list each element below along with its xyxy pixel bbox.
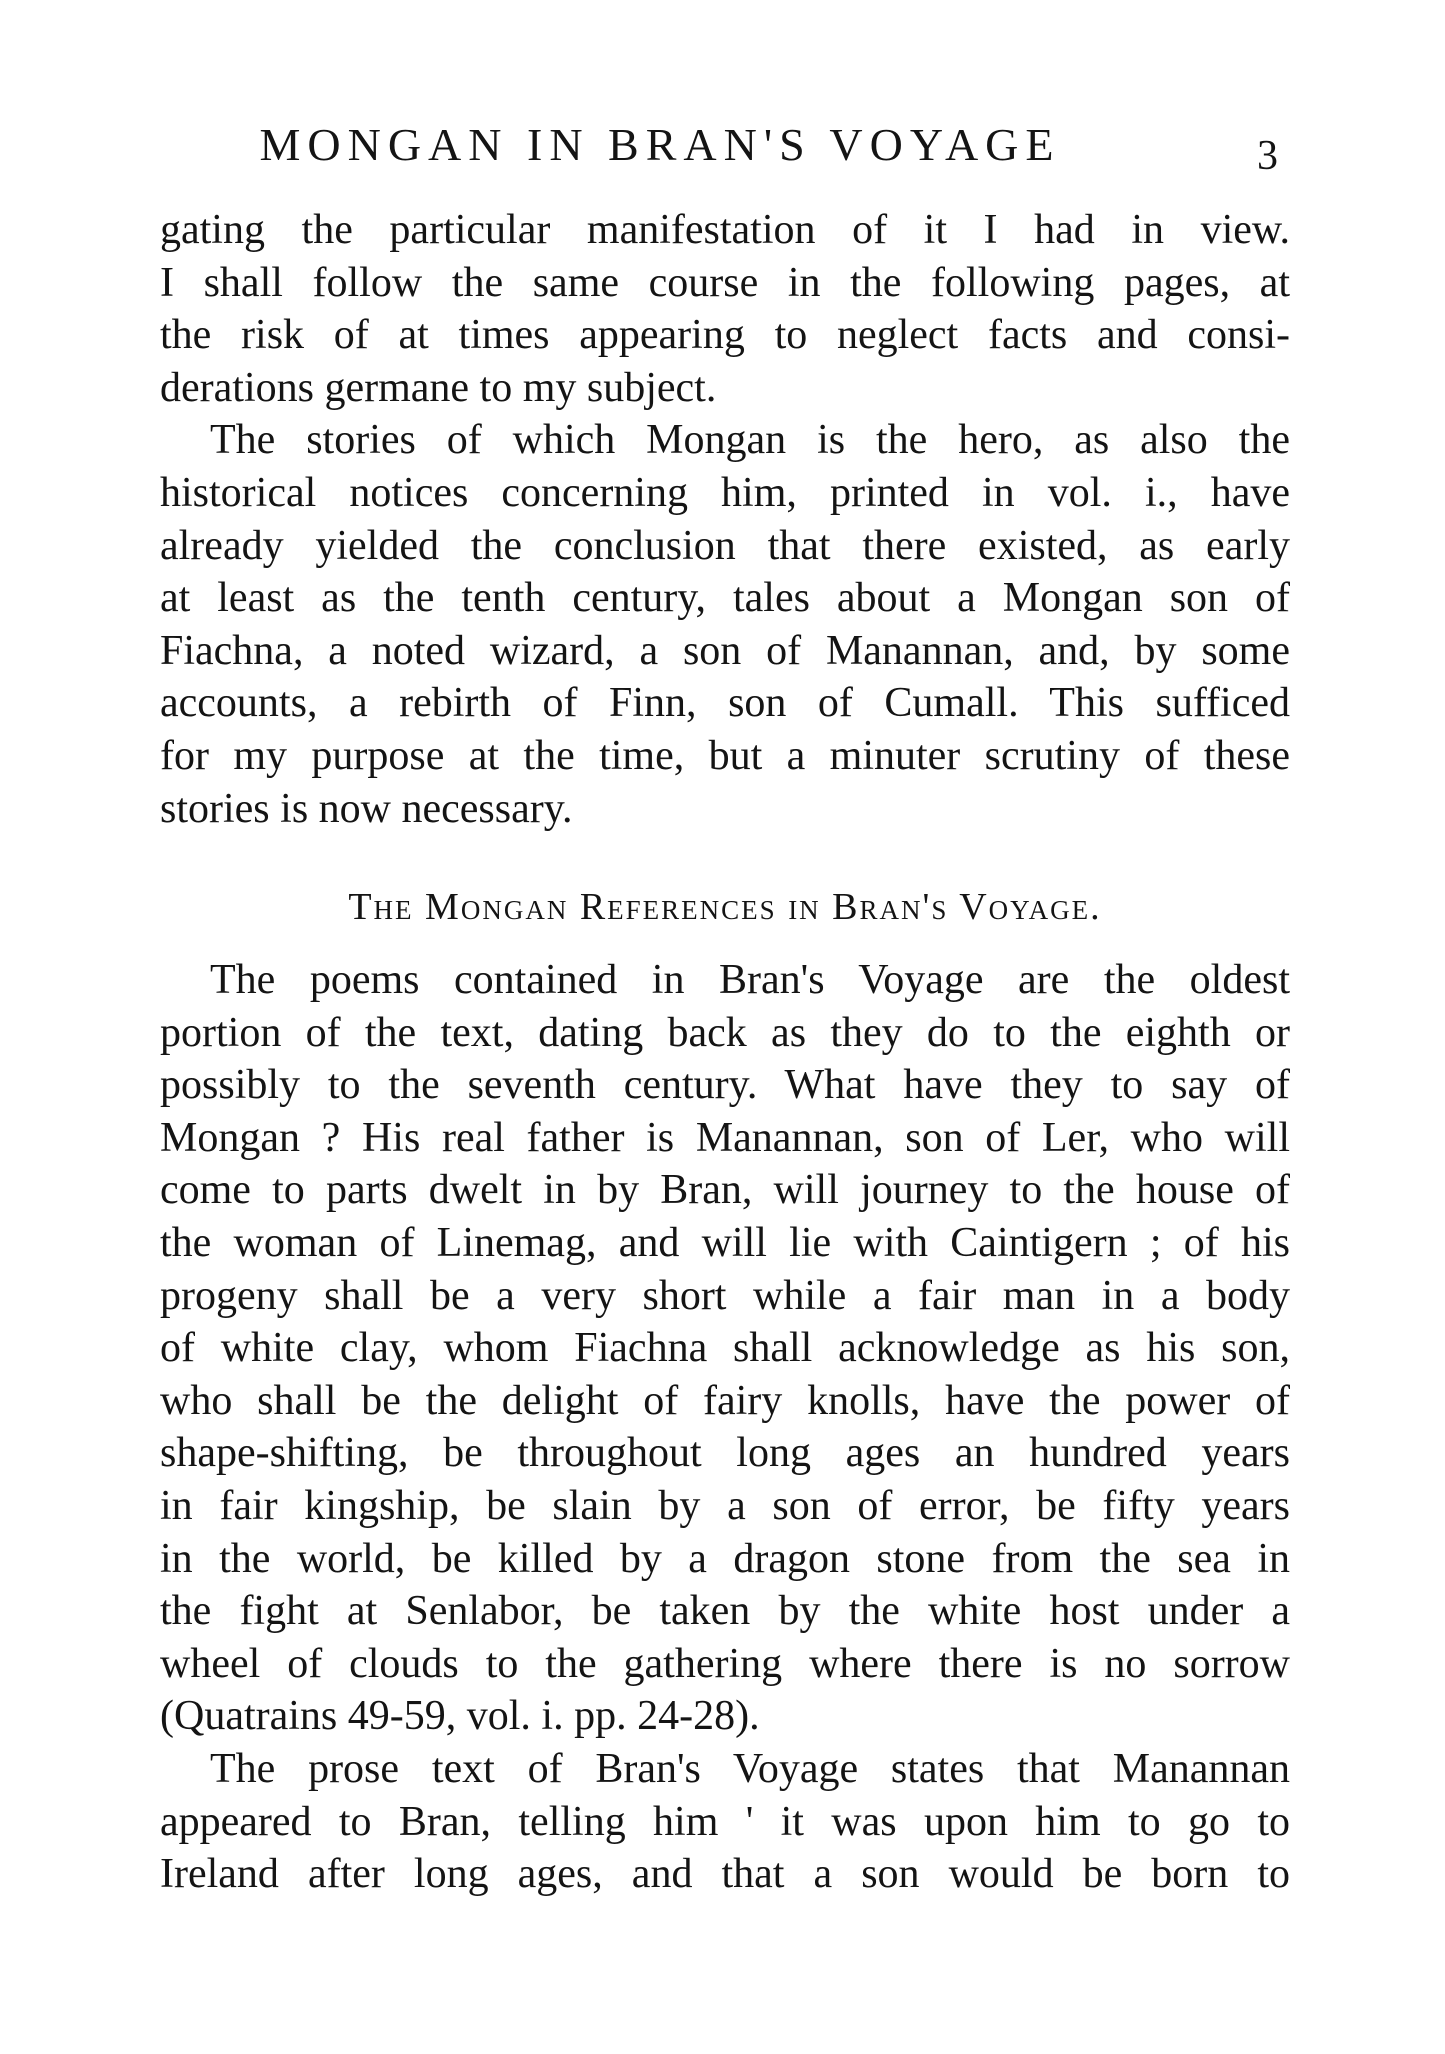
text-line: the risk of at times appearing to neglect facts and consi- [160, 312, 1290, 359]
text-line: The prose text of Bran's Voyage states that Manannan [210, 1746, 1290, 1792]
text-line: possibly to the seventh century. What have they to say of [160, 1062, 1290, 1109]
text-line: for my purpose at the time, but a minuter scrutiny of these [160, 732, 1290, 779]
text-line: the fight at Senlabor, be taken by the white host under a [160, 1588, 1290, 1635]
text-line: progeny shall be a very short while a fair man in a body [160, 1272, 1290, 1319]
text-line: Fiachna, a noted wizard, a son of Manannan, and, by some [160, 627, 1290, 674]
text-line: gating the particular manifestation of it I had in view. [160, 207, 1290, 253]
text-line: come to parts dwelt in by Bran, will journey to the house of [160, 1167, 1290, 1214]
text-line: of white clay, whom Fiachna shall acknowledge as his son, [160, 1325, 1290, 1372]
text-line: in fair kingship, be slain by a son of error, be fifty years [160, 1482, 1290, 1529]
text-line: appeared to Bran, telling him ' it was upon him to go to [160, 1798, 1290, 1845]
text-line: the woman of Linemag, and will lie with Caintigern ; of his [160, 1219, 1290, 1266]
text-line: already yielded the conclusion that there existed, as early [160, 522, 1290, 569]
page-number: 3 [1257, 133, 1278, 179]
text-line: Mongan ? His real father is Manannan, son of Ler, who will [160, 1114, 1290, 1161]
paragraph-prose [160, 1743, 1290, 1901]
text-line: The poems contained in Bran's Voyage are the oldest [210, 957, 1290, 1003]
text-line: accounts, a rebirth of Finn, son of Cumall. This sufficed [160, 680, 1290, 727]
text-line: portion of the text, dating back as they do to the eighth or [160, 1009, 1290, 1056]
section-heading: The Mongan References in Bran's Voyage. [348, 886, 1102, 928]
text-line: historical notices concerning him, printed in vol. i., have [160, 469, 1290, 516]
text-line: shape-shifting, be throughout long ages an hundred years [160, 1430, 1290, 1477]
text-line: who shall be the delight of fairy knolls, have the power of [160, 1377, 1290, 1424]
text-line: I shall follow the same course in the following pages, at [160, 259, 1290, 306]
running-head [160, 118, 1290, 178]
text-line: The stories of which Mongan is the hero, as also the [210, 417, 1290, 464]
text-line: wheel of clouds to the gathering where there is no sorrow [160, 1640, 1290, 1687]
text-line: in the world, be killed by a dragon stone from the sea in [160, 1535, 1290, 1582]
paragraph-poems [160, 954, 1290, 1743]
text-line: stories is now necessary. [160, 785, 573, 832]
text-line: Ireland after long ages, and that a son would be born to [160, 1851, 1290, 1898]
paragraph-continued [160, 204, 1290, 835]
running-title: MONGAN IN BRAN'S VOYAGE [259, 119, 1061, 170]
text-line: at least as the tenth century, tales about a Mongan son of [160, 575, 1290, 622]
text-line: derations germane to my subject. [160, 364, 717, 411]
text-line: (Quatrains 49-59, vol. i. pp. 24-28). [160, 1693, 760, 1740]
